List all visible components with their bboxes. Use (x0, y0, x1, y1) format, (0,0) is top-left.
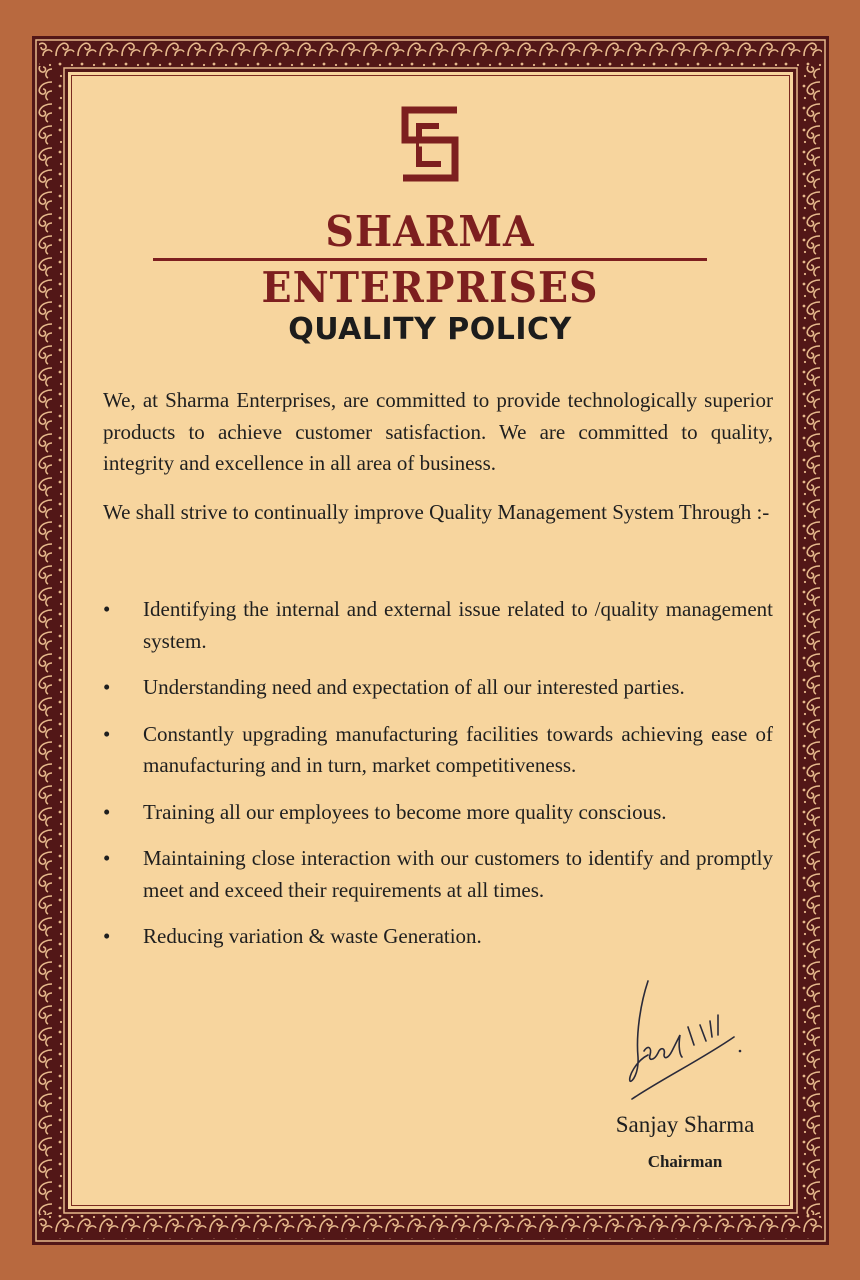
policy-title: QUALITY POLICY (288, 312, 572, 347)
handwritten-signature (622, 975, 750, 1105)
company-name-underline (153, 258, 707, 261)
signatory-name: Sanjay Sharma (615, 1112, 755, 1137)
list-item-text: Training all our employees to become more quality conscious. (143, 799, 667, 824)
bullet-icon: • (103, 846, 111, 870)
list-item (103, 594, 773, 657)
bullet-icon: • (103, 597, 111, 621)
bullet-icon: • (103, 721, 111, 746)
policy-bullet-list (103, 594, 773, 968)
se-monogram-logo-icon (397, 106, 463, 182)
list-item-text: Reducing variation & waste Generation. (143, 924, 482, 948)
list-item (103, 719, 773, 782)
signatory-title: Chairman (647, 1152, 723, 1171)
bullet-icon: • (103, 799, 111, 824)
strive-paragraph: We shall strive to continually improve Quality Management System Through :- (103, 500, 770, 524)
company-name: SHARMA ENTERPRISES (261, 207, 599, 312)
bullet-icon: • (103, 924, 111, 948)
intro-paragraph: We, at Sharma Enterprises, are committed to provide technologically superior products to achieve customer satisfaction. We are committed to quality, integrity and excellence in all area of business. (103, 388, 773, 475)
list-item-text: Understanding need and expectation of all our interested parties. (143, 675, 685, 699)
list-item (103, 843, 773, 906)
bullet-icon: • (103, 675, 111, 699)
list-item-text: Maintaining close interaction with our customers to identify and promptly meet and exceed their requirements at all times. (143, 846, 773, 902)
list-item (103, 921, 773, 953)
list-item-text: Constantly upgrading manufacturing facilities towards achieving ease of manufacturing and in turn, market competitiveness. (143, 721, 773, 777)
list-item-text: Identifying the internal and external issue related to /quality management system. (143, 597, 773, 653)
list-item (103, 672, 773, 704)
list-item (103, 797, 773, 829)
